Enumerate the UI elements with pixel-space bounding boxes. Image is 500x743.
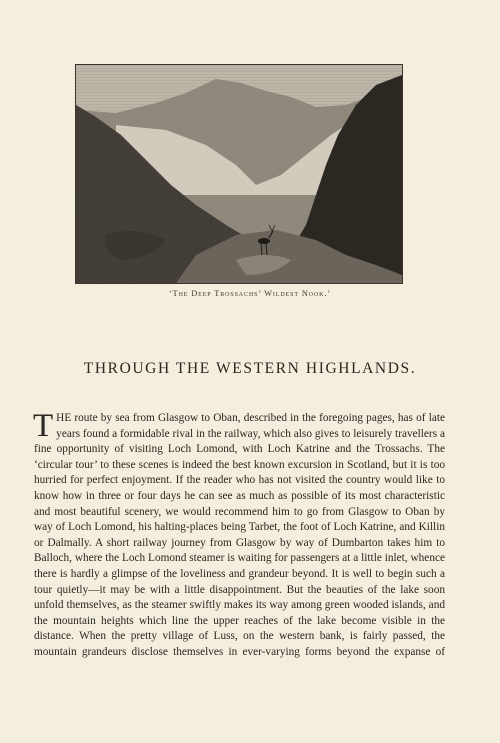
drop-cap: T [33,408,54,444]
body-paragraph [33,408,445,661]
chapter-title: THROUGH THE WESTERN HIGHLANDS. [83,360,417,377]
engraving-illustration [75,64,403,284]
illustration-caption: ‘The Deep Trossachs’ Wildest Nook.’ [169,289,331,298]
paragraph-text: HE route by sea from Glasgow to Oban, described in the foregoing pages, has of late years found a formidable rival in the railway, which also gives to leisurely travellers a fine opportunity of visiting Loch Lomond, with Loch Katrine and the Trossachs. The ‘circular tour’ to these scenes is indeed the best known excursion in Scotland, but it is too hurried for perfect enjoyment. If the reader who has not visited the country would like to know how in three or four days he can see as much as possible of its most characteristic and most beautiful scenery, we would recommend him to go from Glasgow to Oban by way of Loch Lomond, his halting-places being Tarbet, the foot of Loch Katrine, and Killin or Dalmally. A short railway journey from Glasgow by way of Dumbarton takes him to Balloch, where the Loch Lomond steamer is waiting for passengers at a little inlet, whence there is hardly a glimpse of the loveliness and grandeur beyond. It is well to begin such a tour quietly—it may be with a little disappointment. But the beauties of the lake soon unfold themselves, as the steamer swiftly makes its way among green wooded islands, and the mountain heights which line the upper reaches of the lake become visible in the distance. When the pretty village of Luss, on the western bank, is fairly passed, the mountain grandeurs disclose themselves in ever-varying forms beyond the expanse of [34,412,445,658]
